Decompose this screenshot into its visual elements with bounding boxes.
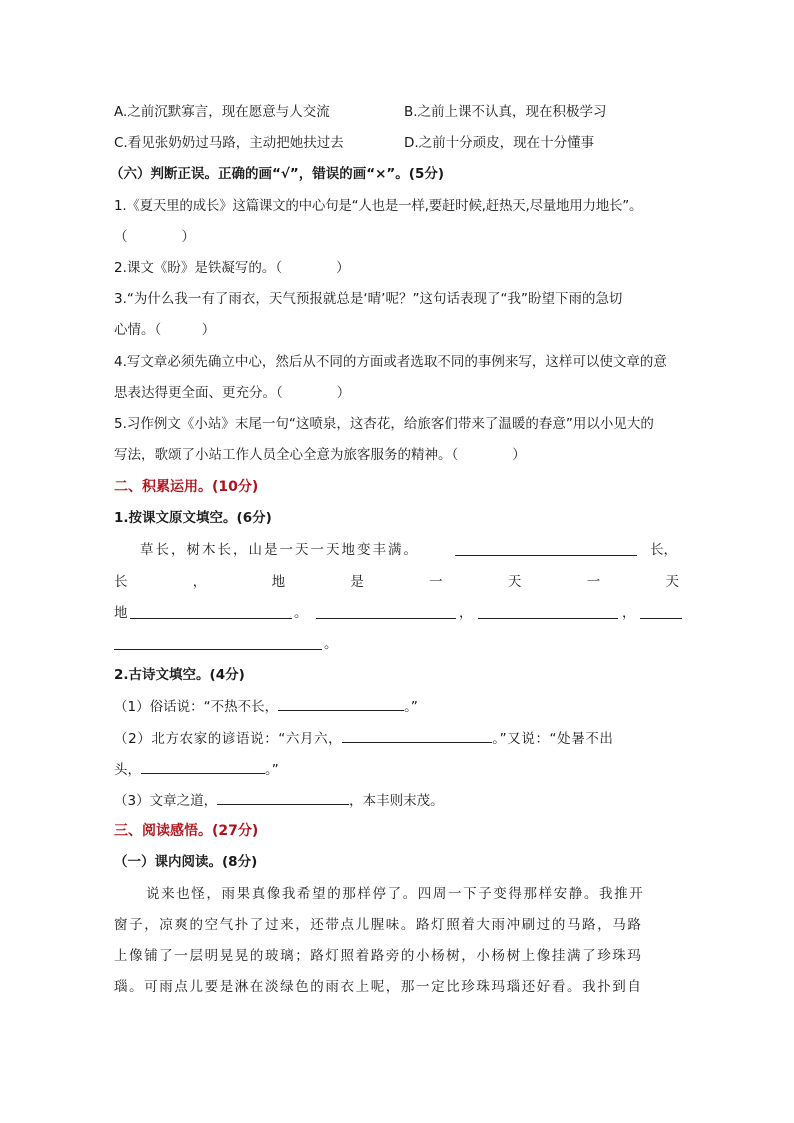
reading-para-line: 说来也怪，雨果真像我希望的那样停了。四周一下子变得那样安静。我推开	[146, 886, 645, 902]
reading-para-line: 瑙。可雨点儿要是淋在淡绿色的雨衣上呢，那一定比珍珠玛瑙还好看。我扑到自	[114, 979, 643, 995]
reading-para-line: 窗子，凉爽的空气扑了过来，还带点儿腥味。路灯照着大雨冲刷过的马路，马路	[114, 917, 643, 933]
fill-blank-3[interactable]	[316, 604, 456, 619]
section3-sub1: （一）课内阅读。(8分)	[114, 854, 258, 870]
judge-q4-line2: 思表达得更全面、更充分。（ ）	[114, 385, 351, 401]
option-d: D.之前十分顽皮，现在十分懂事	[404, 135, 595, 151]
judge-q4-line1: 4.写文章必须先确立中心，然后从不同的方面或者选取不同的事例来写，这样可以使文章的意	[114, 354, 667, 370]
fill-line1	[140, 540, 419, 560]
fill-blank-5-cont[interactable]	[114, 635, 322, 650]
poem-1-suffix: 。”	[404, 699, 418, 715]
fill-blank-5[interactable]	[640, 604, 682, 619]
spread-word: 一	[586, 574, 601, 590]
judge-heading: （六）判断正误。正确的画“√”，错误的画“×”。(5分)	[110, 166, 445, 182]
judge-q3-line1: 3.“为什么我一有了雨衣，天气预报就总是‘晴’呢？”这句话表现了“我”盼望下雨的急切	[114, 291, 623, 307]
poem-blank-1[interactable]	[278, 696, 404, 711]
poem-blank-3[interactable]	[141, 759, 265, 774]
poem-3-prefix: （3）文章之道，	[114, 793, 218, 809]
fill-blank-1[interactable]	[455, 541, 637, 556]
poem-2-middle: 。”又说：“处暑不出	[492, 731, 614, 747]
poem-2b	[114, 759, 279, 780]
judge-q5-line1: 5.习作例文《小站》末尾一句“这喷泉，这杏花，给旅客们带来了温暖的春意”用以小见大的	[114, 416, 654, 432]
fill-comma-2: ，	[622, 605, 636, 621]
spread-word: 地	[271, 574, 286, 590]
fill-period-2: 。	[324, 636, 338, 652]
option-a: A.之前沉默寡言，现在愿意与人交流	[114, 104, 330, 120]
spread-word: 天	[665, 574, 679, 590]
judge-q1-line1: 1.《夏天里的成长》这篇课文的中心句是“人也是一样,要赶时候,赶热天,尽量地用力地长”。	[114, 198, 643, 214]
spread-word: 天	[507, 574, 522, 590]
spread-word: 一	[429, 574, 443, 590]
spread-word: ，	[192, 574, 207, 590]
section2-sub2: 2.古诗文填空。(4分)	[114, 667, 245, 683]
poem-2	[114, 728, 614, 749]
fill-di: 地	[114, 605, 128, 621]
poem-3	[114, 790, 444, 811]
poem-blank-4[interactable]	[217, 790, 349, 805]
judge-q5-line2: 写法，歌颂了小站工作人员全心全意为旅客服务的精神。（ ）	[114, 447, 526, 463]
fill-chang: 长，	[650, 542, 677, 558]
judge-q3-line2: 心情。（ ）	[114, 322, 216, 338]
option-c: C.看见张奶奶过马路，主动把她扶过去	[114, 135, 344, 151]
poem-blank-2[interactable]	[342, 728, 492, 743]
judge-q2: 2.课文《盼》是铁凝写的。（ ）	[114, 260, 350, 276]
poem-2b-prefix: 头，	[114, 762, 141, 778]
judge-q1-line2: （ ）	[114, 229, 195, 245]
poem-2b-suffix: 。”	[265, 762, 279, 778]
option-b: B.之前上课不认真，现在积极学习	[404, 104, 607, 120]
poem-1-prefix: （1）俗话说：“不热不长，	[114, 699, 279, 715]
section3-heading: 三、阅读感悟。(27分)	[114, 823, 259, 839]
fill-comma-1: ，	[459, 605, 473, 621]
spread-word: 是	[350, 574, 364, 590]
reading-para-line: 上像铺了一层明晃晃的玻璃；路灯照着路旁的小杨树，小杨树上像挂满了珍珠玛	[114, 948, 643, 964]
poem-3-suffix: ，本丰则末茂。	[349, 793, 444, 809]
poem-2-prefix: （2）北方农家的谚语说：“六月六，	[114, 731, 343, 747]
spread-word: 长	[114, 574, 128, 590]
fill-spread-line	[114, 572, 679, 592]
poem-1	[114, 696, 418, 717]
fill-blank-4[interactable]	[478, 604, 618, 619]
fill-blank-2[interactable]	[130, 604, 292, 619]
section2-heading: 二、积累运用。(10分)	[114, 479, 259, 495]
fill-period-1: 。	[294, 605, 308, 621]
fill-start-text: 草长，树木长，山是一天一天地变丰满。	[140, 542, 419, 558]
section2-sub1: 1.按课文原文填空。(6分)	[114, 510, 272, 526]
